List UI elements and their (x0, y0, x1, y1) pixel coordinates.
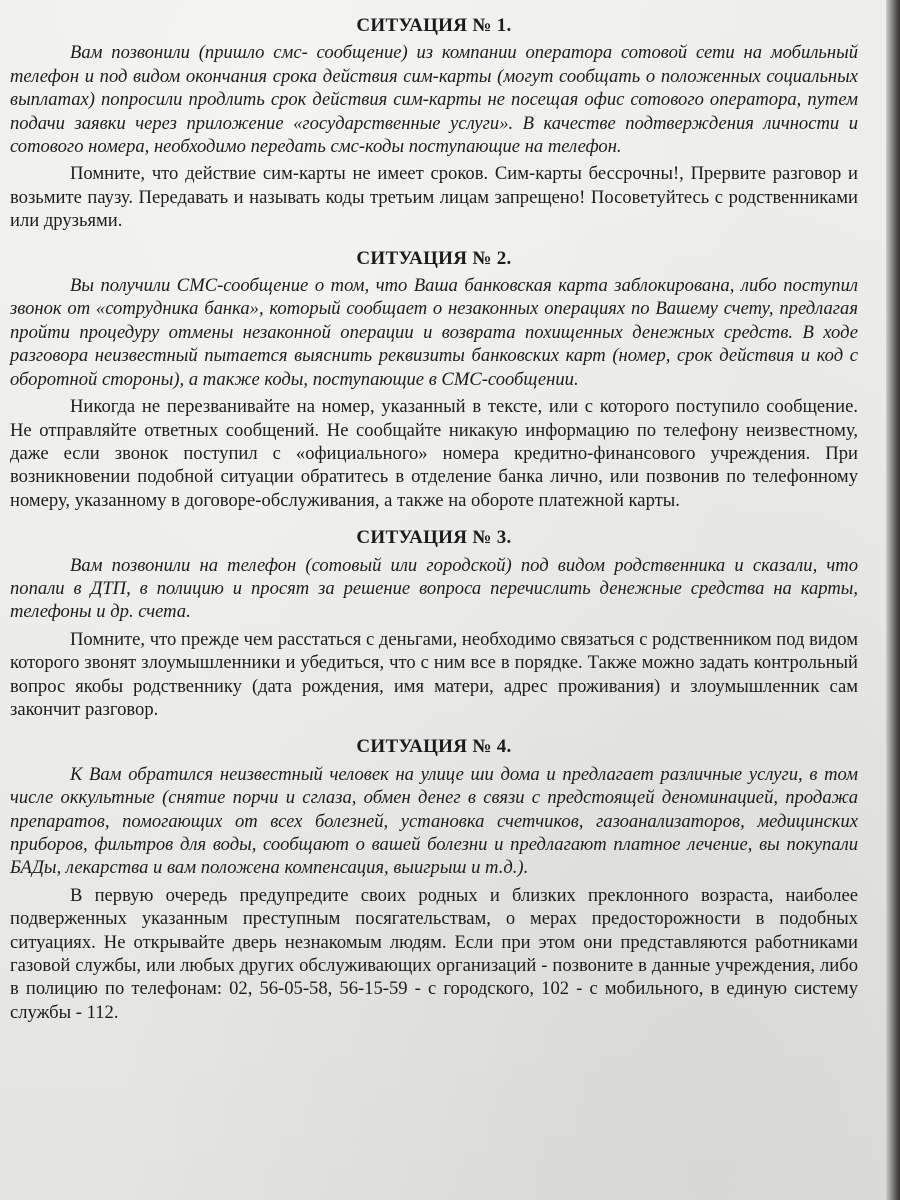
situation-advice: Помните, что действие сим-карты не имеет сроков. Сим-карты бессрочны!, Прервите разговор и возьмите паузу. Передавать и называть коды третьим лицам запрещено! Посоветуйтесь с родственниками или друзьями. (10, 163, 858, 232)
situation-1 (10, 14, 858, 233)
situation-advice: В первую очередь предупредите своих родных и близких преклонного возраста, наиболее подверженных указанным преступным посягательствам, о мерах предосторожности в подобных ситуациях. Не открывайте дверь незнакомым людям. Если при этом они представляются работниками газовой службы, или любых других обслуживающих организаций - позвоните в данные учреждения, либо в полицию по телефонам: 02, 56-05-58, 56-15-59 - с городского, 102 - с мобильного, в единую систему службы - 112. (10, 884, 858, 1023)
situation-description: Вам позвонили (пришло смс- сообщение) из компании оператора сотовой сети на мобильный телефон и под видом окончания срока действия сим-карты (могут сообщать о положенных социальных выплатах) попросили продлить срок действия сим-карты не посещая офис сотового оператора, путем подачи заявки через приложение «государственные услуги». В качестве подтверждения личности и сотового номера, необходимо передать смс-коды поступающие на телефон. (10, 42, 858, 158)
situation-description: К Вам обратился неизвестный человек на улице ши дома и предлагает различные услуги, в том числе оккультные (снятие порчи и сглаза, обмен денег в связи с предстоящей деноминацией, продажа препаратов, помогающих от всех болезней, установка счетчиков, газоанализаторов, медицинских приборов, фильтров для воды, сообщают о вашей болезни и предлагают платное лечение, вы покупали БАДы, лекарства и вам положена компенсация, выигрыш и т.д.). (10, 763, 858, 879)
situation-3 (10, 526, 858, 721)
paper-edge-shadow (886, 0, 900, 1200)
situation-description: Вы получили СМС-сообщение о том, что Ваша банковская карта заблокирована, либо поступил звонок от «сотрудника банка», который сообщает о незаконных операциях по Вашему счету, предлагая пройти процедуру отмены незаконной операции и возврата похищенных денежных средств. В ходе разговора неизвестный пытается выяснить реквизиты банковских карт (номер, срок действия и код с оборотной стороны), а также коды, поступающие в СМС-сообщении. (10, 275, 858, 390)
situation-4 (10, 735, 858, 1024)
situation-title: СИТУАЦИЯ № 3. (356, 527, 512, 549)
situation-2 (10, 247, 858, 512)
situation-title: СИТУАЦИЯ № 4. (356, 736, 512, 758)
situation-description: Вам позвонили на телефон (сотовый или городской) под видом родственника и сказали, что попали в ДТП, в полицию и просят за решение вопроса перечислить денежные средства на карты, телефоны и др. счета. (10, 554, 858, 623)
document-content (10, 14, 858, 1038)
situation-title: СИТУАЦИЯ № 2. (356, 247, 512, 269)
situation-title: СИТУАЦИЯ № 1. (356, 15, 512, 36)
situation-advice: Никогда не перезванивайте на номер, указанный в тексте, или с которого поступило сообщение. Не отправляйте ответных сообщений. Не сообщайте никакую информацию по телефону неизвестному, даже если звонок поступил с «официального» номера кредитно-финансового учреждения. При возникновении подобной ситуации обратитесь в отделение банка лично, или позвонив по телефонному номеру, указанному в договоре-обслуживания, а также на обороте платежной карты. (10, 396, 858, 511)
situation-advice: Помните, что прежде чем расстаться с деньгами, необходимо связаться с родственником под видом которого звонят злоумышленники и убедиться, что с ним все в порядке. Также можно задать контрольный вопрос якобы родственнику (дата рождения, имя матери, адрес проживания) и злоумышленник сам закончит разговор. (10, 628, 858, 720)
